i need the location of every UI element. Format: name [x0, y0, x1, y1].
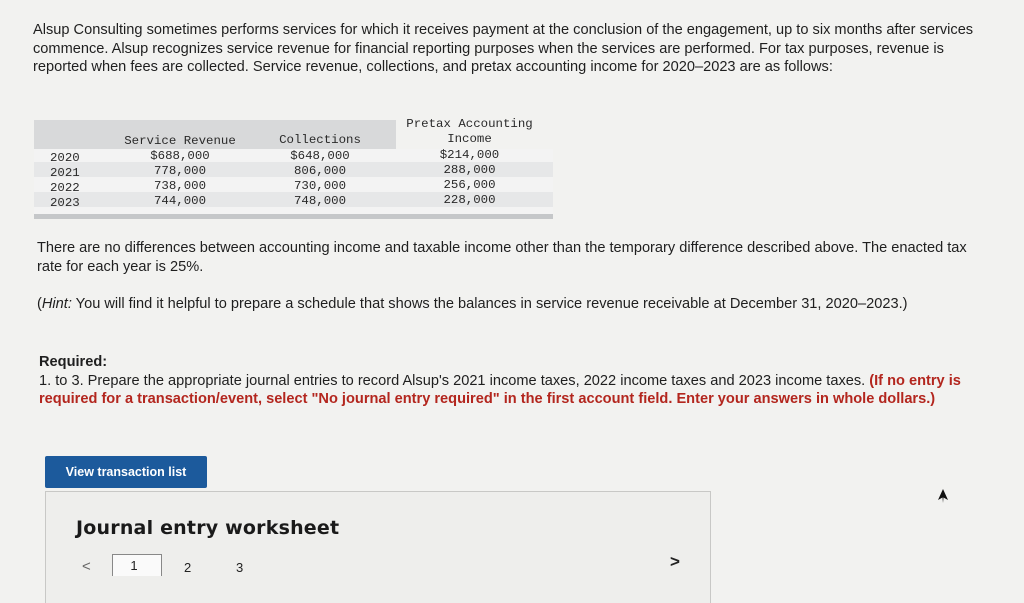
row-service-revenue: 778,000 [153, 164, 207, 178]
header-service-revenue: Service Revenue [124, 134, 236, 148]
hint-label: Hint: [41, 296, 72, 312]
row-service-revenue: 738,000 [153, 179, 207, 193]
required-instruction: (If no entry is required for a transaction/event, select "No journal entry required" in the first account field. Enter your answers in whole dollars.) [39, 372, 961, 407]
page-tab-1[interactable]: 1 [112, 554, 162, 576]
hint-open-paren: ( [37, 296, 42, 312]
required-text: 1. to 3. Prepare the appropriate journal entries to record Alsup's 2021 income taxes, 2022 income taxes and 2023 income taxes. [39, 372, 870, 389]
required-section [39, 353, 974, 409]
row-service-revenue: $688,000 [150, 149, 210, 163]
header-collections: Collections [279, 133, 361, 147]
row-service-revenue: 744,000 [153, 194, 207, 208]
row-pretax: 228,000 [443, 193, 496, 207]
row-collections: 730,000 [293, 179, 347, 193]
page-tab-3[interactable]: 3 [236, 560, 244, 575]
row-collections: $648,000 [290, 149, 350, 163]
intro-paragraph: Alsup Consulting sometimes performs services for which it receives payment at the conclusion of the engagement, up to six months after services commence. Alsup recognizes service revenue for financial reporting purposes when the services are performed. For tax purposes, revenue is reported when fees are collected. Service revenue, collections, and pretax accounting income for 2020–2023 are as follows: [33, 22, 974, 75]
row-pretax: 256,000 [443, 178, 496, 192]
worksheet-title: Journal entry worksheet [76, 517, 340, 539]
next-page-icon[interactable]: > [670, 552, 680, 571]
differences-paragraph: There are no differences between accounting income and taxable income other than the temporary difference described above. The enacted tax rate for each year is 25%. [37, 240, 967, 275]
table-bottom-bar [34, 214, 553, 219]
row-year: 2022 [50, 181, 80, 195]
row-pretax: 288,000 [443, 163, 496, 177]
view-transaction-list-button[interactable]: View transaction list [45, 456, 207, 488]
row-year: 2023 [50, 196, 80, 210]
hint-text: You will find it helpful to prepare a schedule that shows the balances in service revenue receivable at December 31, 2020–2023.) [71, 296, 908, 312]
row-collections: 748,000 [293, 194, 347, 208]
hint-paragraph [37, 295, 967, 314]
required-body [39, 372, 974, 409]
header-pretax-line2: Income [447, 132, 492, 146]
data-table [34, 115, 553, 219]
required-label: Required: [39, 354, 108, 370]
prev-page-icon[interactable]: < [82, 558, 91, 575]
page-tab-2[interactable]: 2 [184, 560, 192, 575]
row-year: 2020 [50, 151, 80, 165]
journal-entry-worksheet [45, 491, 711, 603]
header-pretax-line1: Pretax Accounting [406, 117, 533, 131]
row-pretax: $214,000 [439, 148, 500, 162]
mouse-cursor-icon [936, 488, 950, 504]
row-collections: 806,000 [293, 164, 347, 178]
row-year: 2021 [50, 166, 80, 180]
